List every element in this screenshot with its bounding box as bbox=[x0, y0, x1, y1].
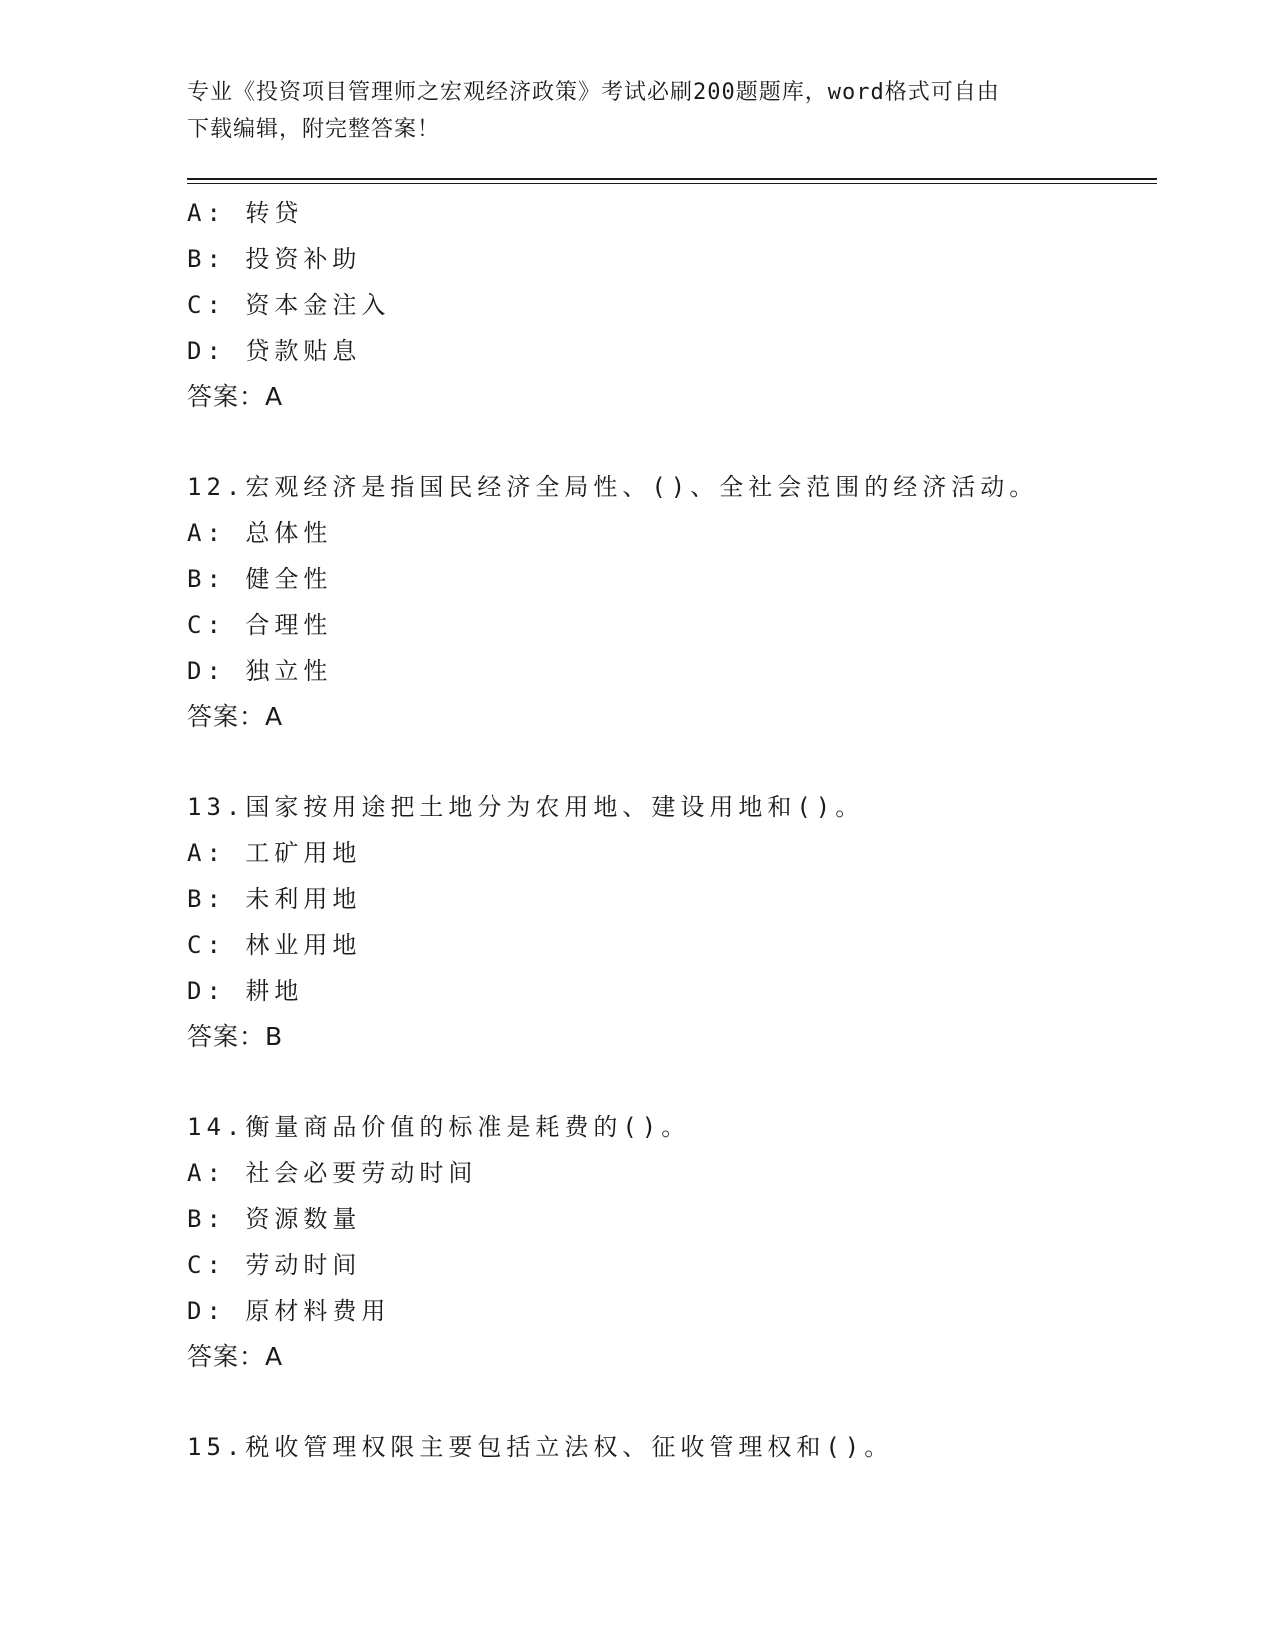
option-d: D: 耕地 bbox=[187, 977, 304, 1005]
option-b: B: 健全性 bbox=[187, 565, 333, 593]
header-line-2: 下载编辑，附完整答案！ bbox=[187, 117, 441, 142]
option-b: B: 投资补助 bbox=[187, 245, 362, 273]
question-list bbox=[187, 190, 1157, 1470]
option-d: D: 原材料费用 bbox=[187, 1297, 391, 1325]
option-d: D: 贷款贴息 bbox=[187, 337, 362, 365]
answer-line: 答案：A bbox=[187, 702, 284, 731]
header-rule-thin bbox=[187, 183, 1157, 184]
option-c: C: 劳动时间 bbox=[187, 1251, 362, 1279]
answer-line: 答案：A bbox=[187, 1342, 284, 1371]
document-page bbox=[187, 0, 1157, 1650]
option-a: A: 总体性 bbox=[187, 519, 333, 547]
question-12 bbox=[187, 464, 1157, 740]
question-stem: 12.宏观经济是指国民经济全局性、()、全社会范围的经济活动。 bbox=[187, 473, 1039, 501]
option-a: A: 社会必要劳动时间 bbox=[187, 1159, 478, 1187]
option-b: B: 未利用地 bbox=[187, 885, 362, 913]
option-a: A: 工矿用地 bbox=[187, 839, 362, 867]
question-stem: 13.国家按用途把土地分为农用地、建设用地和()。 bbox=[187, 793, 865, 821]
question-stem: 15.税收管理权限主要包括立法权、征收管理权和()。 bbox=[187, 1433, 894, 1461]
header-line-1: 专业《投资项目管理师之宏观经济政策》考试必刷200题题库，word格式可自由 bbox=[187, 80, 1000, 105]
option-d: D: 独立性 bbox=[187, 657, 333, 685]
question-partial bbox=[187, 190, 1157, 420]
question-13 bbox=[187, 784, 1157, 1060]
option-a: A: 转贷 bbox=[187, 199, 304, 227]
answer-line: 答案：B bbox=[187, 1022, 284, 1051]
option-c: C: 资本金注入 bbox=[187, 291, 391, 319]
header-rule-thick bbox=[187, 178, 1157, 180]
option-b: B: 资源数量 bbox=[187, 1205, 362, 1233]
question-15 bbox=[187, 1424, 1157, 1470]
document-header bbox=[187, 74, 1087, 148]
question-stem: 14.衡量商品价值的标准是耗费的()。 bbox=[187, 1113, 691, 1141]
option-c: C: 合理性 bbox=[187, 611, 333, 639]
question-14 bbox=[187, 1104, 1157, 1380]
answer-line: 答案：A bbox=[187, 382, 284, 411]
option-c: C: 林业用地 bbox=[187, 931, 362, 959]
